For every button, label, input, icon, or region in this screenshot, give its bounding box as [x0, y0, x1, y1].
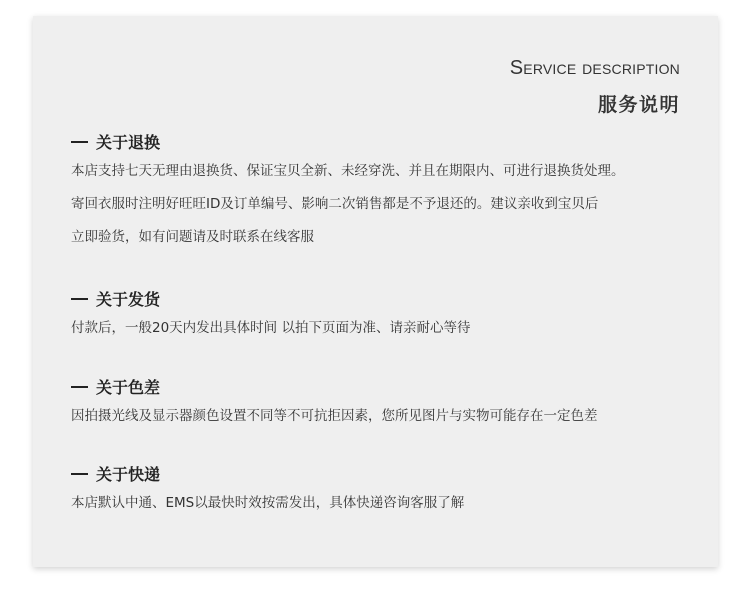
section-line: 因拍摄光线及显示器颜色设置不同等不可抗拒因素，您所见图片与实物可能存在一定色差 [71, 408, 598, 424]
section-title [71, 464, 701, 486]
section-body [71, 155, 701, 254]
section-body [71, 487, 701, 520]
heading-chinese: 服务说明 [597, 94, 680, 116]
dash-marker [71, 298, 88, 300]
section-body [71, 312, 701, 345]
section-line: 寄回衣服时注明好旺旺ID及订单编号、影响二次销售都是不予退还的。建议亲收到宝贝后 [71, 196, 599, 212]
dash-marker [71, 141, 88, 143]
section-line: 本店默认中通、EMS以最快时效按需发出，具体快递咨询客服了解 [71, 495, 465, 511]
section-color-difference [71, 377, 701, 433]
heading-english: Service description [509, 57, 680, 79]
section-line: 付款后，一般20天内发出具体时间 以拍下页面为准、请亲耐心等待 [71, 320, 471, 336]
section-line: 立即验货，如有问题请及时联系在线客服 [71, 229, 314, 245]
section-line: 本店支持七天无理由退换货、保证宝贝全新、未经穿洗、并且在期限内、可进行退换货处理。 [71, 163, 625, 179]
section-title [71, 377, 701, 399]
section-title [71, 132, 701, 154]
section-title-text: 关于发货 [96, 290, 161, 309]
section-shipping [71, 289, 701, 345]
dash-marker [71, 386, 88, 388]
section-title [71, 289, 701, 311]
section-courier [71, 464, 701, 520]
service-description-panel [33, 16, 718, 567]
section-title-text: 关于退换 [96, 133, 161, 152]
section-title-text: 关于快递 [96, 465, 161, 484]
dash-marker [71, 473, 88, 475]
section-returns [71, 132, 701, 254]
section-body [71, 400, 701, 433]
section-title-text: 关于色差 [96, 378, 161, 397]
